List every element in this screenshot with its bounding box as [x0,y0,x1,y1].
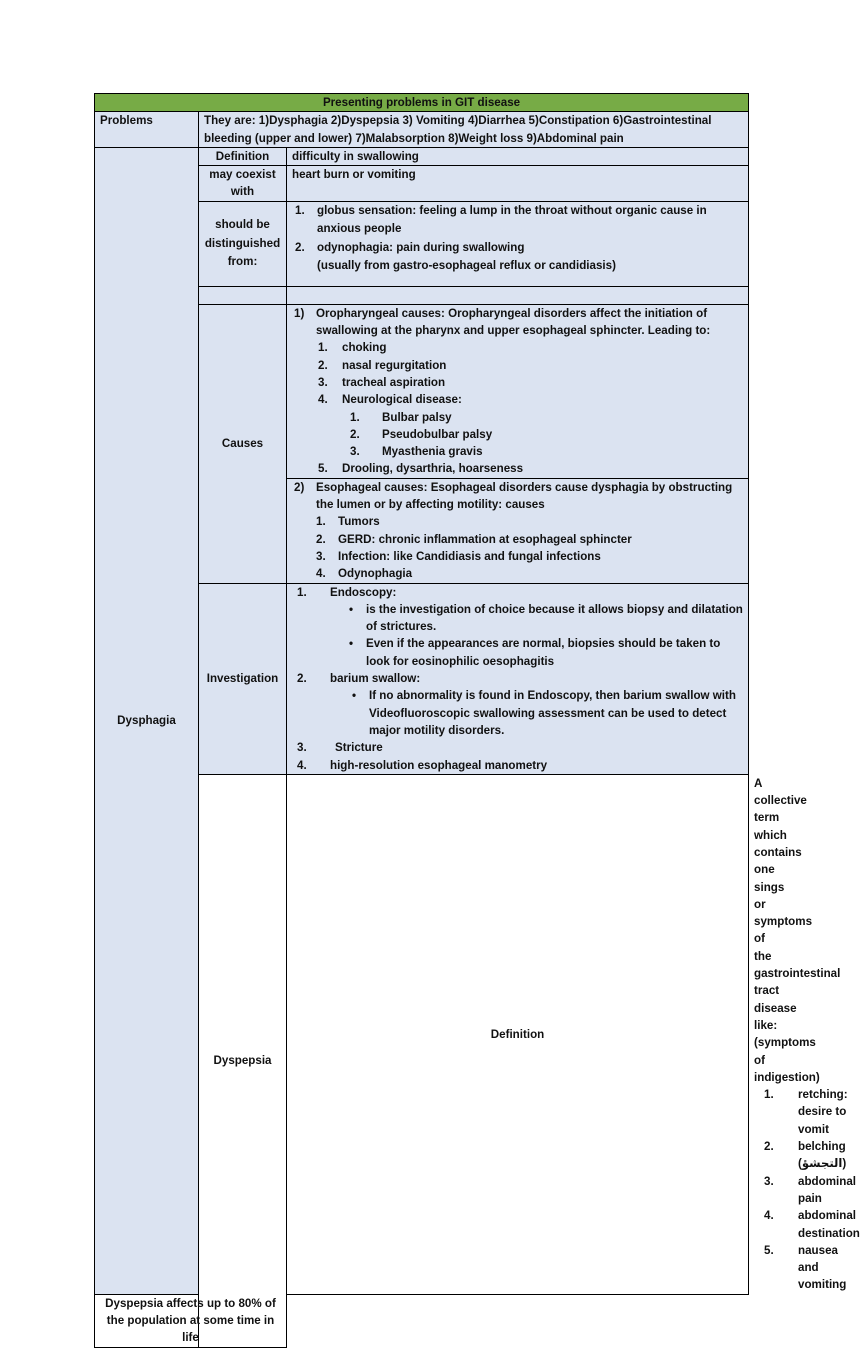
dysphagia-label: Dysphagia [95,147,199,1294]
oropharyngeal-heading: 1) Oropharyngeal causes: Oropharyngeal disorders affect the initiation of swallowing at the pharynx and upper esophageal sphincter. Leading to: [294,306,711,338]
list-item: 4. high-resolution esophageal manometry [297,758,548,772]
list-item: 4. Odynophagia [316,567,413,581]
list-item: 3. abdominal pain [764,1174,857,1205]
bullet-item: • is the investigation of choice because it allows biopsy and dilatation of strictures. [292,601,743,636]
git-problems-table [94,93,860,1348]
list-item: 5. nausea and vomiting [764,1243,847,1292]
distinguish-note: (usually from gastro-esophageal reflux or candidiasis) [317,259,616,273]
empty-cell [287,286,749,304]
oropharyngeal-causes-cell [287,304,749,478]
bullet-item: • Even if the appearances are normal, biopsies should be taken to look for eosinophilic oesophagitis [292,635,743,670]
dysphagia-coexist-label: may coexist with [199,166,287,202]
bullet-item: • If no abnormality is found in Endoscopy, then barium swallow with Videofluoroscopic swallowing assessment can be used to detect major motility disorders. [292,687,743,739]
list-item: 4. abdominal destination [764,1209,860,1240]
title-row [95,94,749,112]
problems-label: Problems [95,112,199,148]
list-item: 2. GERD: chronic inflammation at esophageal sphincter [316,532,632,546]
list-item: 1. Endoscopy: [297,585,397,599]
list-item: 3. Stricture [297,741,383,755]
list-item: 5. Drooling, dysarthria, hoarseness [318,462,524,476]
empty-cell [199,286,287,304]
dysphagia-definition: difficulty in swallowing [287,147,749,165]
dysphagia-definition-row [95,147,749,165]
list-item: 3. Infection: like Candidiasis and fungal infections [316,549,601,563]
problems-list: They are: 1)Dysphagia 2)Dyspepsia 3) Vomiting 4)Diarrhea 5)Constipation 6)Gastrointestinal bleeding (upper and lower) 7)Malabsorption 8)Weight loss 9)Abdominal pain [199,112,749,148]
dyspepsia-definition-row: Dyspepsia Definition A collective term which contains one sings or symptoms of the gastrointestinal tract disease like: (symptoms of indigestion) 1. retching: desire to vomit 2. belching (التجشؤ) 3. abdominal pain 4. abdominal destination 5. nausea and vomiting [95,774,749,1294]
bullet-icon: • [348,637,354,651]
bullet-icon: • [348,602,354,616]
dysphagia-coexist: heart burn or vomiting [287,166,749,202]
causes-label: Causes [199,304,287,583]
dyspepsia-footer-row [95,1294,749,1347]
list-item: 3. Myasthenia gravis [350,445,483,459]
list-item: 1. retching: desire to vomit [764,1088,848,1136]
bullet-icon: • [351,689,357,703]
list-item: 2. barium swallow: [297,672,421,686]
list-item: 4. Neurological disease: [318,393,462,407]
list-item: 2. belching (التجشؤ) [764,1140,847,1171]
list-item: 2. Pseudobulbar palsy [350,427,493,441]
list-item: 1. choking [318,341,387,355]
dysphagia-distinguish-cell [287,201,749,286]
list-item: 3. tracheal aspiration [318,375,446,389]
problems-row [95,112,749,148]
list-item: 2. nasal regurgitation [318,358,447,372]
list-item: 1. Tumors [316,515,380,529]
list-item: 2. odynophagia: pain during swallowing [295,240,525,254]
dyspepsia-definition-label: Definition [287,774,749,1294]
table-title: Presenting problems in GIT disease [95,94,749,112]
esophageal-causes-cell [287,478,749,583]
investigation-label: Investigation [199,583,287,774]
dysphagia-definition-label: Definition [199,147,287,165]
list-item: 1. Bulbar palsy [350,410,452,424]
investigation-cell [287,583,749,774]
dysphagia-distinguish-label: should be distinguished from: [199,201,287,286]
dyspepsia-footer: Dyspepsia affects up to 80% of the population at some time in life [95,1294,287,1347]
esophageal-heading: 2) Esophageal causes: Esophageal disorders cause dysphagia by obstructing the lumen or by affecting motility: causes [294,480,733,512]
dyspepsia-label: Dyspepsia [199,774,287,1347]
list-item: 1. globus sensation: feeling a lump in the throat without organic cause in anxious people [295,203,707,236]
